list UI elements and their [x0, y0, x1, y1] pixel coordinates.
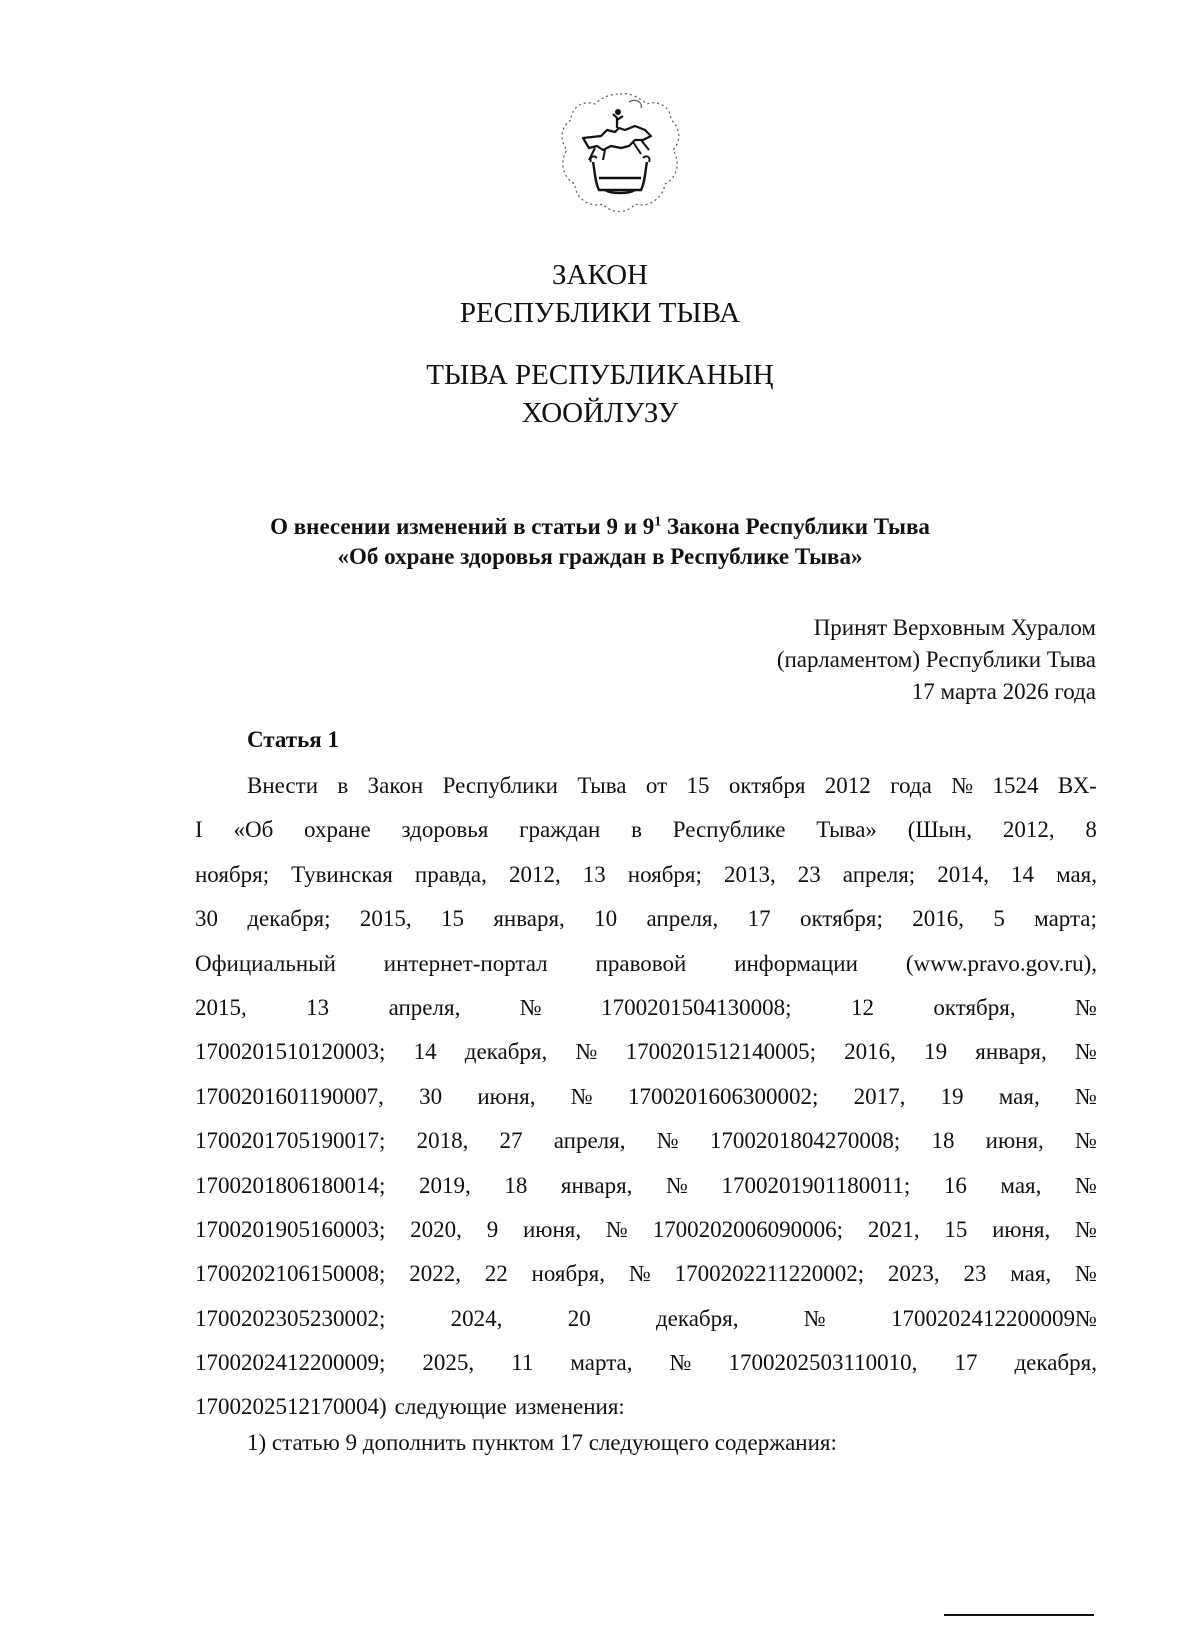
subject-line-1 — [0, 512, 1200, 542]
body-word: № — [666, 1172, 688, 1198]
body-word: 8 — [1085, 817, 1097, 843]
body-word: Тыва» — [816, 817, 877, 843]
body-line — [195, 1385, 1097, 1429]
body-line — [195, 764, 1097, 808]
body-word: № — [1074, 1261, 1097, 1287]
body-word: здоровья — [401, 817, 489, 843]
body-word: 2018, — [416, 1128, 469, 1154]
subject-line-2: «Об охране здоровья граждан в Республике Тыва» — [337, 544, 863, 569]
body-word: ВХ- — [1057, 773, 1097, 798]
body-word: № — [570, 1083, 593, 1109]
body-word: правовой — [595, 950, 687, 976]
body-word: января, — [560, 1172, 633, 1198]
body-word: 14 — [413, 1039, 437, 1065]
title-ru-line-1: ЗАКОН — [552, 259, 648, 291]
body-word: ноября, — [531, 1261, 606, 1287]
article-heading: Статья 1 — [247, 727, 339, 752]
body-word: 5 — [993, 906, 1005, 932]
body-word: № — [1075, 1216, 1097, 1242]
body-word: в — [337, 773, 349, 798]
body-word: мая, — [1000, 1172, 1042, 1198]
body-word: 22 — [484, 1261, 508, 1287]
body-word: декабря, — [464, 1039, 548, 1065]
body-word: ноября; — [627, 861, 702, 887]
body-word: охране — [304, 817, 371, 843]
body-word: 1700201504130008; — [601, 994, 792, 1020]
body-word: 2024, — [450, 1305, 503, 1331]
body-word: 2015, — [359, 906, 412, 932]
body-word: апреля, — [646, 906, 719, 932]
body-word: 2015, — [195, 994, 247, 1020]
body-word: июня, — [992, 1216, 1051, 1242]
subject-superscript: 1 — [654, 514, 662, 530]
body-word: 1700201901180011; — [721, 1172, 911, 1198]
body-word: октября; — [799, 906, 883, 932]
body-word: октября, — [933, 994, 1016, 1020]
body-word: 2012, — [1002, 817, 1055, 843]
body-word: 1700202006090006; — [652, 1216, 844, 1242]
body-word: № — [1074, 1039, 1097, 1065]
body-line — [195, 1075, 1097, 1119]
body-word: 2016, — [844, 1039, 896, 1065]
body-word: 15 — [944, 1216, 968, 1242]
subject-text-before-sup: О внесении изменений в статьи 9 и 9 — [270, 514, 655, 539]
body-word: Тыва — [577, 773, 627, 798]
body-word: 12 — [850, 994, 874, 1020]
body-word: 16 — [943, 1172, 967, 1198]
adoption-line-2: (парламентом) Республики Тыва — [776, 647, 1096, 672]
body-word: 2014, — [937, 861, 989, 887]
body-word: 1700201606300002; — [627, 1083, 819, 1109]
title-ru-line-2: РЕСПУБЛИКИ ТЫВА — [459, 297, 741, 329]
body-word: 2023, — [887, 1261, 940, 1287]
body-word: № — [575, 1039, 598, 1065]
adoption-line-1: Принят Верховным Хуралом — [813, 615, 1096, 640]
body-word: № — [1075, 994, 1097, 1020]
title-tyv-line-2: ХООЙЛУЗУ — [521, 397, 679, 429]
body-line — [195, 1030, 1097, 1074]
body-word: июня, — [522, 1216, 582, 1242]
body-word: правда, — [414, 861, 487, 887]
body-word: № — [628, 1261, 651, 1287]
body-word: граждан — [519, 817, 601, 843]
body-word: от — [645, 773, 668, 798]
body-word: 1700202106150008; — [195, 1261, 386, 1287]
body-line — [195, 853, 1097, 897]
body-word: 1700202305230002; — [195, 1305, 386, 1331]
body-word: № — [605, 1216, 628, 1242]
body-word: (www.pravo.gov.ru), — [905, 950, 1097, 976]
body-word: I — [195, 817, 203, 843]
body-word: 2012, — [508, 861, 561, 887]
body-word: мая, — [1056, 861, 1097, 887]
article-body — [195, 764, 1097, 1430]
title-tyv-line-1: ТЫВА РЕСПУБЛИКАНЫҢ — [426, 359, 774, 391]
body-word: интернет-портал — [383, 950, 548, 976]
body-word: 1700201806180014; — [195, 1172, 386, 1198]
body-word: декабря, — [1014, 1350, 1097, 1376]
body-word: Тувинская — [291, 861, 393, 887]
body-word: мая, — [1010, 1261, 1052, 1287]
body-line — [195, 986, 1097, 1030]
body-word: января, — [975, 1039, 1047, 1065]
adoption-note — [777, 612, 1096, 708]
body-word: 1700202503110010, — [728, 1350, 918, 1376]
body-word: следующие — [394, 1394, 507, 1420]
body-word: (Шын, — [907, 817, 973, 843]
body-word: 19 — [924, 1039, 948, 1065]
body-word: Республике — [672, 817, 786, 843]
body-word: информации — [734, 950, 858, 976]
body-word: апреля, — [553, 1128, 626, 1154]
body-word: 2025, — [422, 1350, 475, 1376]
body-word: 17 — [747, 906, 771, 932]
law-subject — [0, 512, 1200, 572]
body-word: 27 — [499, 1128, 523, 1154]
body-word: 18 — [504, 1172, 528, 1198]
body-word: декабря, — [655, 1305, 739, 1331]
body-word: 2019, — [418, 1172, 471, 1198]
body-line — [195, 1252, 1097, 1296]
body-word: № — [803, 1305, 826, 1331]
body-word: 15 — [440, 906, 464, 932]
body-word: апреля, — [388, 994, 461, 1020]
body-word: Официальный — [195, 950, 336, 976]
body-line — [195, 942, 1097, 986]
body-word: 10 — [594, 906, 618, 932]
body-word: марта; — [1034, 906, 1097, 932]
body-word: января, — [493, 906, 565, 932]
body-word: 17 — [954, 1350, 978, 1376]
body-word: 30 — [195, 906, 218, 932]
body-word: 15 — [686, 773, 710, 798]
body-line — [195, 1297, 1097, 1341]
tuva-emblem-icon — [555, 90, 685, 220]
body-word: 1524 — [992, 773, 1039, 798]
body-line — [195, 897, 1097, 941]
body-word: изменения: — [514, 1394, 625, 1420]
body-word: 18 — [931, 1128, 955, 1154]
body-word: июня, — [985, 1128, 1044, 1154]
body-word: июня, — [477, 1083, 536, 1109]
footer-divider — [944, 1614, 1094, 1616]
body-word: № — [1074, 1172, 1097, 1198]
body-word: № — [669, 1350, 692, 1376]
body-line — [195, 1341, 1097, 1385]
body-word: 11 — [511, 1350, 534, 1376]
body-word: № — [1074, 1128, 1097, 1154]
subject-text-after-sup: Закона Республики Тыва — [661, 514, 930, 539]
body-word: 23 — [963, 1261, 987, 1287]
body-word: Республики — [442, 773, 558, 798]
body-word: 9 — [486, 1216, 499, 1242]
body-word: № — [656, 1128, 679, 1154]
body-word: марта, — [570, 1350, 633, 1376]
body-word: 19 — [940, 1083, 964, 1109]
body-word: апреля; — [842, 861, 916, 887]
body-word: 30 — [419, 1083, 443, 1109]
body-word: 2012 — [824, 773, 871, 798]
law-title-russian — [0, 256, 1200, 332]
body-word: мая, — [998, 1083, 1040, 1109]
body-word: ноября; — [195, 861, 270, 887]
body-word: 1700201804270008; — [709, 1128, 901, 1154]
body-word: № — [1074, 1083, 1097, 1109]
body-word: 2022, — [409, 1261, 461, 1287]
body-word: 2021, — [867, 1216, 920, 1242]
body-word: 20 — [567, 1305, 591, 1331]
body-word: 23 — [797, 861, 821, 887]
body-word: 1700201512140005; — [625, 1039, 816, 1065]
body-word: 1700202512170004) — [195, 1394, 387, 1420]
body-word: 14 — [1011, 861, 1035, 887]
body-word: 2013, — [723, 861, 776, 887]
body-word: в — [631, 817, 642, 843]
body-word: 1700201905160003; — [195, 1216, 386, 1242]
law-title-tuvan — [0, 356, 1200, 432]
body-word: 1700201601190007, — [195, 1083, 384, 1109]
list-item: 1) статью 9 дополнить пунктом 17 следующего содержания: — [247, 1430, 837, 1455]
body-word: № — [951, 773, 974, 798]
body-word: декабря; — [247, 906, 331, 932]
body-word: Внести — [247, 773, 318, 798]
body-word: 1700202412200009№ — [890, 1305, 1097, 1331]
body-line — [195, 1164, 1097, 1208]
body-word: 13 — [306, 994, 330, 1020]
body-line — [195, 1119, 1097, 1163]
body-word: 1700201510120003; — [195, 1039, 386, 1065]
body-word: 1700202412200009; — [195, 1350, 386, 1376]
body-word: 1700201705190017; — [195, 1128, 386, 1154]
body-word: 2020, — [410, 1216, 462, 1242]
body-line — [195, 1208, 1097, 1252]
body-word: 2017, — [853, 1083, 906, 1109]
adoption-date: 17 марта 2026 года — [911, 679, 1096, 704]
body-word: октября — [728, 773, 806, 798]
body-word: № — [519, 994, 542, 1020]
body-word: 1700202211220002; — [674, 1261, 865, 1287]
body-word: 13 — [582, 861, 606, 887]
body-word: Закон — [367, 773, 424, 798]
body-line — [195, 808, 1097, 852]
body-word: года — [890, 773, 932, 798]
body-word: «Об — [233, 817, 274, 843]
body-word: 2016, — [912, 906, 964, 932]
